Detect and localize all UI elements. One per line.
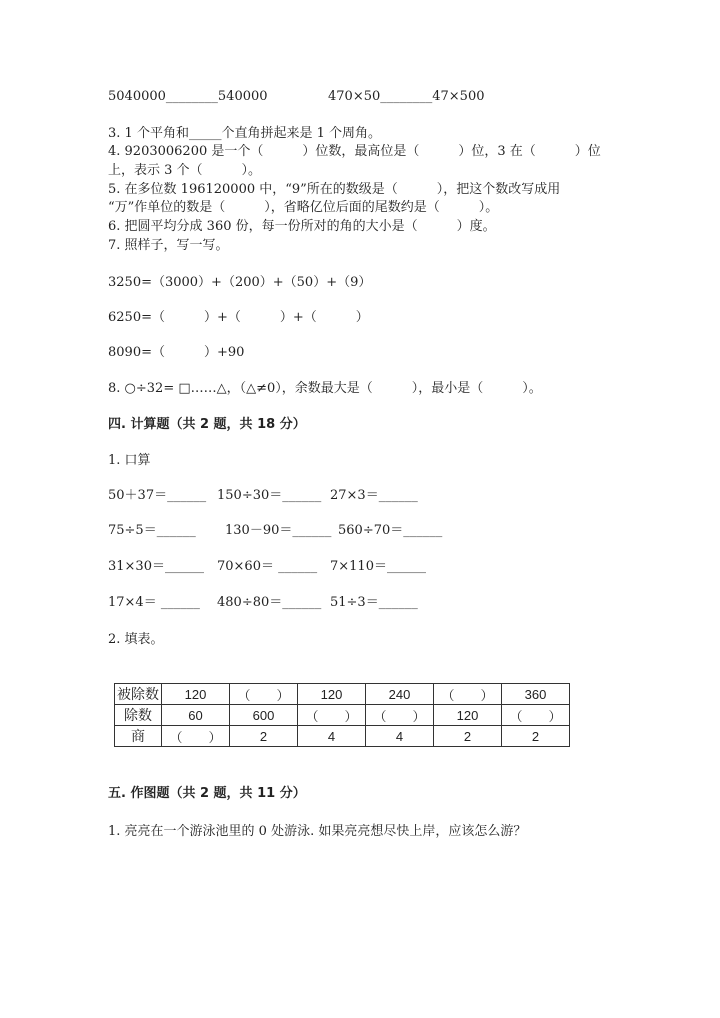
example-2: 6250=（ ）+（ ）+（ ）: [108, 310, 369, 325]
table-cell: （ ）: [162, 726, 230, 747]
section-4-heading: 四. 计算题（共 2 题，共 18 分）: [108, 417, 306, 432]
table-row: [115, 684, 570, 705]
table-title: 2. 填表。: [108, 632, 164, 647]
division-table: [114, 683, 570, 747]
oral-title: 1. 口算: [108, 453, 151, 468]
question-5-cont: “万”作单位的数是（ ），省略亿位后面的尾数约是（ ）。: [108, 200, 499, 215]
section-5-heading: 五. 作图题（共 2 题，共 11 分）: [108, 786, 306, 801]
table-cell: （ ）: [366, 705, 434, 726]
table-cell: （ ）: [434, 684, 502, 705]
oral-item: 31×30＝______: [108, 559, 204, 574]
table-cell: 120: [298, 684, 366, 705]
question-5-1: 1. 亮亮在一个游泳池里的 0 处游泳. 如果亮亮想尽快上岸，应该怎么游？: [108, 824, 527, 839]
oral-item: 27×3＝______: [330, 488, 418, 503]
oral-item: 150÷30＝______: [217, 488, 322, 503]
question-6: 6. 把圆平均分成 360 份，每一份所对的角的大小是（ ）度。: [108, 219, 496, 234]
compare-a: 5040000________540000: [108, 89, 268, 104]
oral-item: 75÷5＝______: [108, 523, 196, 538]
table-cell: 120: [162, 684, 230, 705]
table-cell: 240: [366, 684, 434, 705]
question-8: 8. ○÷32= □……△，（△≠0），余数最大是（ ），最小是（ ）。: [108, 381, 542, 396]
table-cell: 2: [434, 726, 502, 747]
table-cell: 4: [366, 726, 434, 747]
example-1: 3250=（3000）+（200）+（50）+（9）: [108, 275, 372, 290]
table-cell: （ ）: [298, 705, 366, 726]
question-4-cont: 上，表示 3 个（ ）。: [108, 163, 262, 178]
table-cell: 4: [298, 726, 366, 747]
table-cell: 600: [230, 705, 298, 726]
question-3: 3. 1 个平角和_____个直角拼起来是 1 个周角。: [108, 126, 381, 141]
table-cell: 2: [502, 726, 570, 747]
question-4: 4. 9203006200 是一个（ ）位数，最高位是（ ）位，3 在（ ）位: [108, 144, 601, 159]
oral-item: 17×4＝ ______: [108, 595, 200, 610]
oral-item: 51÷3＝______: [330, 595, 418, 610]
table-row: [115, 705, 570, 726]
oral-item: 70×60＝ ______: [217, 559, 318, 574]
oral-item: 7×110＝______: [330, 559, 426, 574]
table-cell: 120: [434, 705, 502, 726]
table-cell: （ ）: [230, 684, 298, 705]
table-cell: 2: [230, 726, 298, 747]
row-header: 除数: [115, 705, 162, 726]
row-header: 商: [115, 726, 162, 747]
oral-item: 480÷80＝______: [217, 595, 322, 610]
question-5: 5. 在多位数 196120000 中，“9”所在的数级是（ ），把这个数改写成用: [108, 182, 561, 197]
row-header: 被除数: [115, 684, 162, 705]
compare-b: 470×50________47×500: [328, 89, 485, 104]
table-row: [115, 726, 570, 747]
table-cell: （ ）: [502, 705, 570, 726]
table-cell: 60: [162, 705, 230, 726]
oral-item: 560÷70＝______: [338, 523, 443, 538]
question-7: 7. 照样子，写一写。: [108, 238, 229, 253]
oral-item: 50＋37＝______: [108, 488, 207, 503]
example-3: 8090=（ ）+90: [108, 345, 245, 360]
oral-item: 130－90＝______: [225, 523, 332, 538]
table-cell: 360: [502, 684, 570, 705]
